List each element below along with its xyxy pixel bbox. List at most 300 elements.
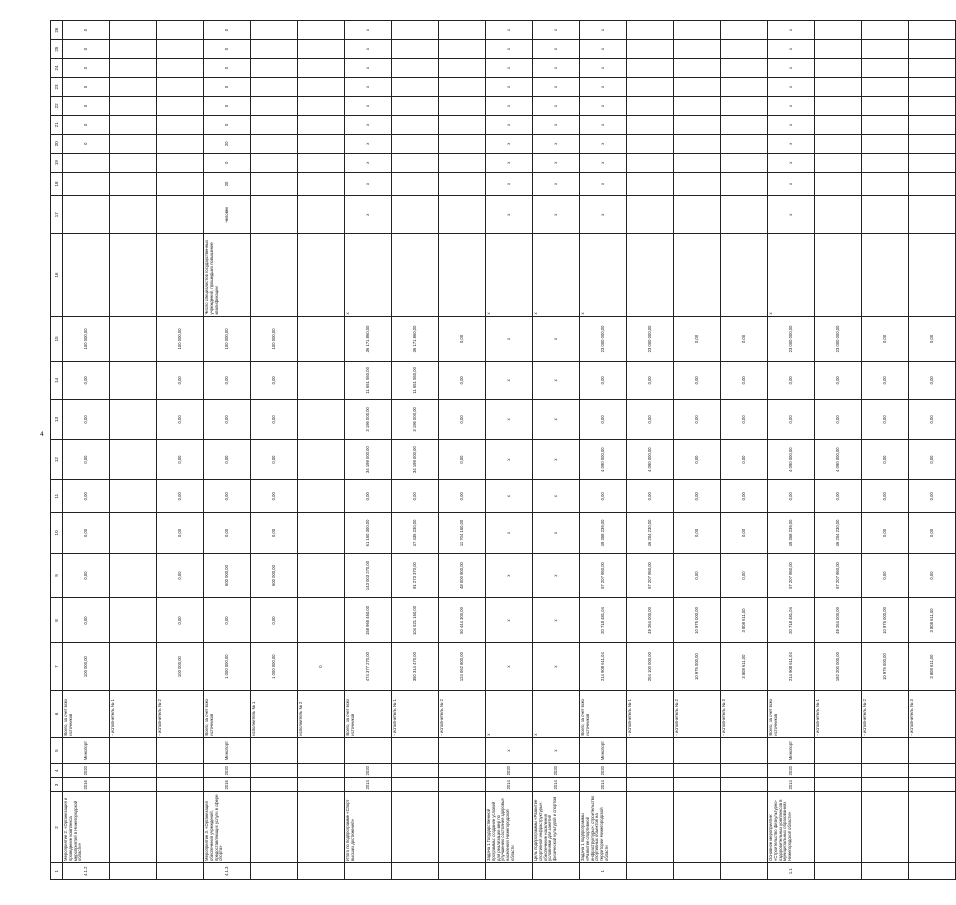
table-cell: x <box>486 153 533 172</box>
table-cell: 0,00 <box>862 399 909 439</box>
table-cell: 0,00 <box>251 439 298 479</box>
table-cell: 0,00 <box>63 361 110 399</box>
table-cell: 0 <box>63 40 110 59</box>
table-cell <box>157 153 204 172</box>
column-number-cell: 3 <box>51 778 63 792</box>
table-cell <box>298 96 345 115</box>
table-cell: 57 207 950,00 <box>580 553 627 598</box>
table-cell <box>298 399 345 439</box>
table-cell: x <box>768 196 815 234</box>
table-cell: x <box>486 40 533 59</box>
table-cell <box>721 153 768 172</box>
table-cell: 0,00 <box>674 513 721 553</box>
table-row <box>204 21 251 880</box>
table-cell: 0 <box>204 78 251 97</box>
table-cell: x <box>768 115 815 134</box>
column-number-cell: 7 <box>51 643 63 690</box>
table-cell: Всего, за счет всех источников <box>63 690 110 737</box>
table-cell: 0,00 <box>439 361 486 399</box>
table-cell <box>439 153 486 172</box>
table-cell <box>674 78 721 97</box>
table-cell: 124 062 800,00 <box>439 643 486 690</box>
table-cell <box>298 78 345 97</box>
table-cell: - исполнитель № 1 <box>815 690 862 737</box>
table-cell: 0,00 <box>204 480 251 513</box>
table-cell: x <box>768 40 815 59</box>
table-cell: 0,00 <box>721 480 768 513</box>
table-cell: x <box>533 439 580 479</box>
table-cell: 143 003 270,00 <box>345 553 392 598</box>
table-cell: 100 000,00 <box>157 316 204 361</box>
table-cell: 0,00 <box>251 399 298 439</box>
table-cell <box>110 78 157 97</box>
table-cell: - исполнитель № 2 <box>157 690 204 737</box>
table-cell <box>862 863 909 880</box>
table-cell <box>298 439 345 479</box>
table-cell: 0,00 <box>909 553 956 598</box>
table-cell: 2020 <box>486 764 533 778</box>
table-cell: x <box>345 59 392 78</box>
table-cell: 11 651 550,00 <box>345 361 392 399</box>
table-cell: Мероприятие 2. «Организация и проведение комплекса мероприятий в Нижегородской области» <box>63 792 110 863</box>
table-cell: x <box>486 21 533 40</box>
table-cell <box>721 778 768 792</box>
table-cell: x <box>486 480 533 513</box>
table-cell: 36 171 860,00 <box>345 316 392 361</box>
table-cell <box>251 153 298 172</box>
table-row <box>345 21 392 880</box>
table-cell: x <box>345 196 392 234</box>
table-cell <box>298 738 345 764</box>
table-cell: 0 <box>204 40 251 59</box>
table-cell <box>439 863 486 880</box>
table-cell: 214 908 611,04 <box>768 643 815 690</box>
table-cell <box>110 361 157 399</box>
table-cell <box>439 196 486 234</box>
table-cell <box>110 196 157 234</box>
table-cell: 0,00 <box>204 399 251 439</box>
table-cell <box>298 764 345 778</box>
table-row <box>862 21 909 880</box>
table-cell: 0 <box>63 78 110 97</box>
table-cell: - исполнитель № 2 <box>439 690 486 737</box>
table-cell <box>251 738 298 764</box>
table-cell: 0,00 <box>204 598 251 643</box>
table-cell <box>721 21 768 40</box>
table-cell <box>63 234 110 317</box>
table-cell: 100 000,00 <box>251 316 298 361</box>
table-cell <box>392 78 439 97</box>
table-cell <box>157 863 204 880</box>
table-cell <box>157 59 204 78</box>
table-cell: x <box>345 96 392 115</box>
table-cell: 46 204 230,00 <box>627 513 674 553</box>
table-cell: 0 <box>63 59 110 78</box>
table-cell <box>627 764 674 778</box>
table-cell <box>157 78 204 97</box>
table-cell <box>862 196 909 234</box>
table-cell: 0,00 <box>627 361 674 399</box>
column-number-cell: 14 <box>51 361 63 399</box>
table-cell <box>157 764 204 778</box>
table-cell <box>157 778 204 792</box>
table-cell <box>862 134 909 153</box>
table-row <box>110 21 157 880</box>
table-cell: 0,00 <box>721 361 768 399</box>
table-cell: 0,00 <box>862 553 909 598</box>
table-cell: 600 000,00 <box>204 553 251 598</box>
rotated-table-sheet <box>50 20 934 880</box>
table-cell <box>674 59 721 78</box>
table-cell: 11 651 550,00 <box>392 361 439 399</box>
table-cell: 61 150 300,00 <box>345 513 392 553</box>
table-cell: 0,00 <box>674 316 721 361</box>
table-cell: 0,00 <box>204 439 251 479</box>
table-cell <box>815 172 862 196</box>
table-cell: 0,00 <box>674 361 721 399</box>
table-row <box>815 21 862 880</box>
table-row <box>298 21 345 880</box>
table-cell <box>721 738 768 764</box>
table-cell <box>251 778 298 792</box>
table-row <box>580 21 627 880</box>
table-cell <box>63 196 110 234</box>
table-cell: x <box>768 78 815 97</box>
table-cell <box>721 96 768 115</box>
table-cell <box>110 59 157 78</box>
table-cell: x <box>768 96 815 115</box>
table-cell <box>298 316 345 361</box>
table-cell: x <box>486 59 533 78</box>
table-cell <box>815 134 862 153</box>
table-cell <box>439 778 486 792</box>
table-cell <box>862 792 909 863</box>
table-cell <box>157 21 204 40</box>
program-table <box>50 20 956 880</box>
table-cell: x <box>533 196 580 234</box>
column-number-cell: 23 <box>51 78 63 97</box>
table-cell: 0,00 <box>345 480 392 513</box>
table-cell: 2014 <box>768 778 815 792</box>
table-row <box>909 21 956 880</box>
table-cell <box>721 863 768 880</box>
table-row <box>627 21 674 880</box>
table-cell <box>157 115 204 134</box>
table-cell: 0,00 <box>674 399 721 439</box>
table-cell: 2020 <box>580 764 627 778</box>
table-row <box>533 21 580 880</box>
table-cell: 0,00 <box>157 480 204 513</box>
table-cell: 23 000 000,00 <box>768 316 815 361</box>
table-cell: 1 000 000,00 <box>251 643 298 690</box>
table-cell: 0 <box>204 59 251 78</box>
table-cell <box>909 134 956 153</box>
table-cell: x <box>533 598 580 643</box>
table-cell <box>251 792 298 863</box>
table-cell <box>627 172 674 196</box>
table-cell: x <box>345 78 392 97</box>
table-cell <box>298 134 345 153</box>
table-cell <box>627 59 674 78</box>
table-cell <box>909 21 956 40</box>
table-cell <box>298 21 345 40</box>
table-cell: Мероприятие 3. «Организация обеспечения учреждений, предоставляющих услуги в сфере спорта» <box>204 792 251 863</box>
table-cell: исполнитель № 1 <box>251 690 298 737</box>
table-cell: 10 975 000,00 <box>862 643 909 690</box>
table-cell: - исполнитель № 2 <box>674 690 721 737</box>
table-cell <box>909 40 956 59</box>
table-cell <box>627 234 674 317</box>
table-cell: 49 264 000,00 <box>627 598 674 643</box>
table-cell: 0 <box>298 643 345 690</box>
table-cell <box>627 863 674 880</box>
table-cell <box>674 738 721 764</box>
table-cell <box>251 172 298 196</box>
table-cell: x <box>580 134 627 153</box>
table-cell: x <box>486 316 533 361</box>
table-cell: 4.1.2 <box>63 863 110 880</box>
table-cell: x <box>768 134 815 153</box>
table-cell: x <box>345 40 392 59</box>
table-cell <box>815 96 862 115</box>
table-cell: 23 000 000,00 <box>580 316 627 361</box>
table-cell <box>63 172 110 196</box>
table-cell: 0 <box>204 96 251 115</box>
table-cell <box>674 792 721 863</box>
table-cell: x <box>486 134 533 153</box>
table-cell: Минспорт <box>580 738 627 764</box>
table-cell: 0,00 <box>251 598 298 643</box>
table-cell: x <box>486 513 533 553</box>
table-cell <box>251 196 298 234</box>
table-cell: Задача 1 Государственной программы: создание условий для реализации мер по улучшению состояния здоровья населения Нижегородской области <box>486 792 533 863</box>
table-cell: Минспорт <box>204 738 251 764</box>
table-cell: человек <box>204 196 251 234</box>
table-cell: 100 000,00 <box>204 316 251 361</box>
table-cell: 0,00 <box>580 480 627 513</box>
column-number-cell: 17 <box>51 196 63 234</box>
table-cell: 1.1 <box>768 863 815 880</box>
table-cell: 2016 <box>63 778 110 792</box>
table-cell <box>392 115 439 134</box>
table-cell <box>392 96 439 115</box>
table-cell: 49 264 000,00 <box>815 598 862 643</box>
table-cell <box>815 78 862 97</box>
table-cell <box>674 153 721 172</box>
table-cell <box>392 40 439 59</box>
table-cell: x <box>533 115 580 134</box>
table-cell: 3 808 611,00 <box>909 643 956 690</box>
table-cell <box>298 172 345 196</box>
column-number-cell: 16 <box>51 234 63 317</box>
table-cell <box>392 863 439 880</box>
table-cell: 57 207 950,00 <box>815 553 862 598</box>
table-cell: 0,00 <box>674 480 721 513</box>
table-cell <box>909 196 956 234</box>
table-cell: Всего, за счет всех источников <box>768 690 815 737</box>
table-cell <box>439 764 486 778</box>
table-cell: 3 195 000,00 <box>345 399 392 439</box>
table-cell <box>251 863 298 880</box>
table-cell: 0,00 <box>63 598 110 643</box>
table-cell <box>110 553 157 598</box>
table-cell <box>251 234 298 317</box>
table-cell <box>815 196 862 234</box>
table-cell <box>909 153 956 172</box>
table-cell: x <box>580 172 627 196</box>
table-cell <box>486 863 533 880</box>
table-cell: x <box>580 21 627 40</box>
table-cell: 0 <box>204 21 251 40</box>
table-cell: 0,00 <box>721 316 768 361</box>
table-cell: - исполнитель № 1 <box>392 690 439 737</box>
table-cell: x <box>345 153 392 172</box>
table-cell: 2020 <box>768 764 815 778</box>
table-cell: 0,00 <box>439 316 486 361</box>
table-cell <box>627 792 674 863</box>
table-cell: 0,00 <box>909 480 956 513</box>
table-cell <box>298 513 345 553</box>
table-cell <box>674 196 721 234</box>
table-cell: 0,00 <box>815 399 862 439</box>
table-cell: Всего, за счет всех источников <box>345 690 392 737</box>
table-cell <box>392 778 439 792</box>
table-cell: - исполнитель № 1 <box>110 690 157 737</box>
table-row <box>768 21 815 880</box>
table-cell <box>251 96 298 115</box>
table-cell <box>251 134 298 153</box>
table-cell <box>909 738 956 764</box>
table-cell <box>862 738 909 764</box>
table-cell: 2020 <box>63 764 110 778</box>
table-cell <box>63 153 110 172</box>
table-cell: 0 <box>204 115 251 134</box>
table-cell: x <box>580 40 627 59</box>
table-cell <box>862 59 909 78</box>
table-cell <box>721 196 768 234</box>
table-cell <box>110 115 157 134</box>
table-cell: 104 521 160,00 <box>392 598 439 643</box>
table-cell: x <box>533 96 580 115</box>
column-number-cell: 12 <box>51 439 63 479</box>
table-cell: 0,00 <box>63 480 110 513</box>
table-cell <box>674 234 721 317</box>
table-cell: 0,00 <box>157 598 204 643</box>
column-number-cell: 15 <box>51 316 63 361</box>
table-cell: x <box>533 690 580 737</box>
table-cell: 0,00 <box>909 361 956 399</box>
table-cell: Число специалистов государственных учреждений, прошедших повышение квалификации <box>204 234 251 317</box>
table-cell: 36 171 860,00 <box>392 316 439 361</box>
table-cell <box>110 863 157 880</box>
column-number-cell: 18 <box>51 172 63 196</box>
table-cell: 0,00 <box>862 316 909 361</box>
table-cell: 0,00 <box>674 553 721 598</box>
table-cell <box>909 96 956 115</box>
table-cell <box>815 234 862 317</box>
table-cell <box>345 863 392 880</box>
table-cell <box>815 792 862 863</box>
table-cell <box>392 738 439 764</box>
column-number-cell: 5 <box>51 738 63 764</box>
table-cell <box>251 115 298 134</box>
table-cell <box>110 764 157 778</box>
table-cell: 2020 <box>533 764 580 778</box>
table-cell: 0,00 <box>627 480 674 513</box>
table-cell <box>815 863 862 880</box>
table-cell: 34 199 000,00 <box>345 439 392 479</box>
table-cell: 0,00 <box>251 513 298 553</box>
table-cell: x <box>768 234 815 317</box>
table-cell <box>627 153 674 172</box>
table-cell: 100 000,00 <box>63 316 110 361</box>
table-cell: x <box>345 172 392 196</box>
table-cell <box>439 234 486 317</box>
table-cell <box>721 792 768 863</box>
table-cell <box>157 96 204 115</box>
table-cell <box>392 172 439 196</box>
table-cell: 11 704 150,00 <box>439 513 486 553</box>
column-number-cell: 13 <box>51 399 63 439</box>
table-cell: 0,00 <box>627 399 674 439</box>
table-cell <box>110 513 157 553</box>
table-cell: 4 090 000,00 <box>815 439 862 479</box>
table-cell <box>674 863 721 880</box>
column-number-row <box>51 21 63 880</box>
table-cell: 2020 <box>204 764 251 778</box>
table-cell: 10 975 000,00 <box>862 598 909 643</box>
table-cell: 100 000,00 <box>63 643 110 690</box>
table-cell <box>157 134 204 153</box>
table-cell: x <box>533 316 580 361</box>
table-cell: Задача 1 подпрограммы «Развитие спортивной инфраструктуры»: строительство спортивных объектов на территории Нижегородской области <box>580 792 627 863</box>
table-cell <box>298 234 345 317</box>
table-cell <box>815 778 862 792</box>
table-cell <box>110 480 157 513</box>
table-cell: 0,00 <box>721 399 768 439</box>
table-cell: 20 <box>204 172 251 196</box>
table-cell: 47 435 230,00 <box>392 513 439 553</box>
table-cell: 48 000 900,00 <box>439 553 486 598</box>
table-cell: x <box>580 196 627 234</box>
table-cell <box>909 792 956 863</box>
table-cell <box>298 598 345 643</box>
table-cell <box>345 738 392 764</box>
table-cell: x <box>533 553 580 598</box>
table-cell: x <box>486 399 533 439</box>
table-cell <box>298 153 345 172</box>
table-cell <box>815 764 862 778</box>
table-cell <box>815 59 862 78</box>
table-cell: x <box>533 21 580 40</box>
table-cell <box>110 643 157 690</box>
table-cell <box>157 234 204 317</box>
table-cell <box>110 134 157 153</box>
table-cell <box>157 196 204 234</box>
table-cell <box>909 234 956 317</box>
table-cell <box>862 96 909 115</box>
table-cell: x <box>533 738 580 764</box>
table-cell <box>862 172 909 196</box>
table-cell: 34 199 000,00 <box>392 439 439 479</box>
table-cell <box>721 40 768 59</box>
table-cell: x <box>345 21 392 40</box>
table-cell: 23 000 000,00 <box>627 316 674 361</box>
table-cell: 2014 <box>486 778 533 792</box>
table-cell <box>439 172 486 196</box>
table-cell: 0,00 <box>674 439 721 479</box>
table-cell <box>674 778 721 792</box>
